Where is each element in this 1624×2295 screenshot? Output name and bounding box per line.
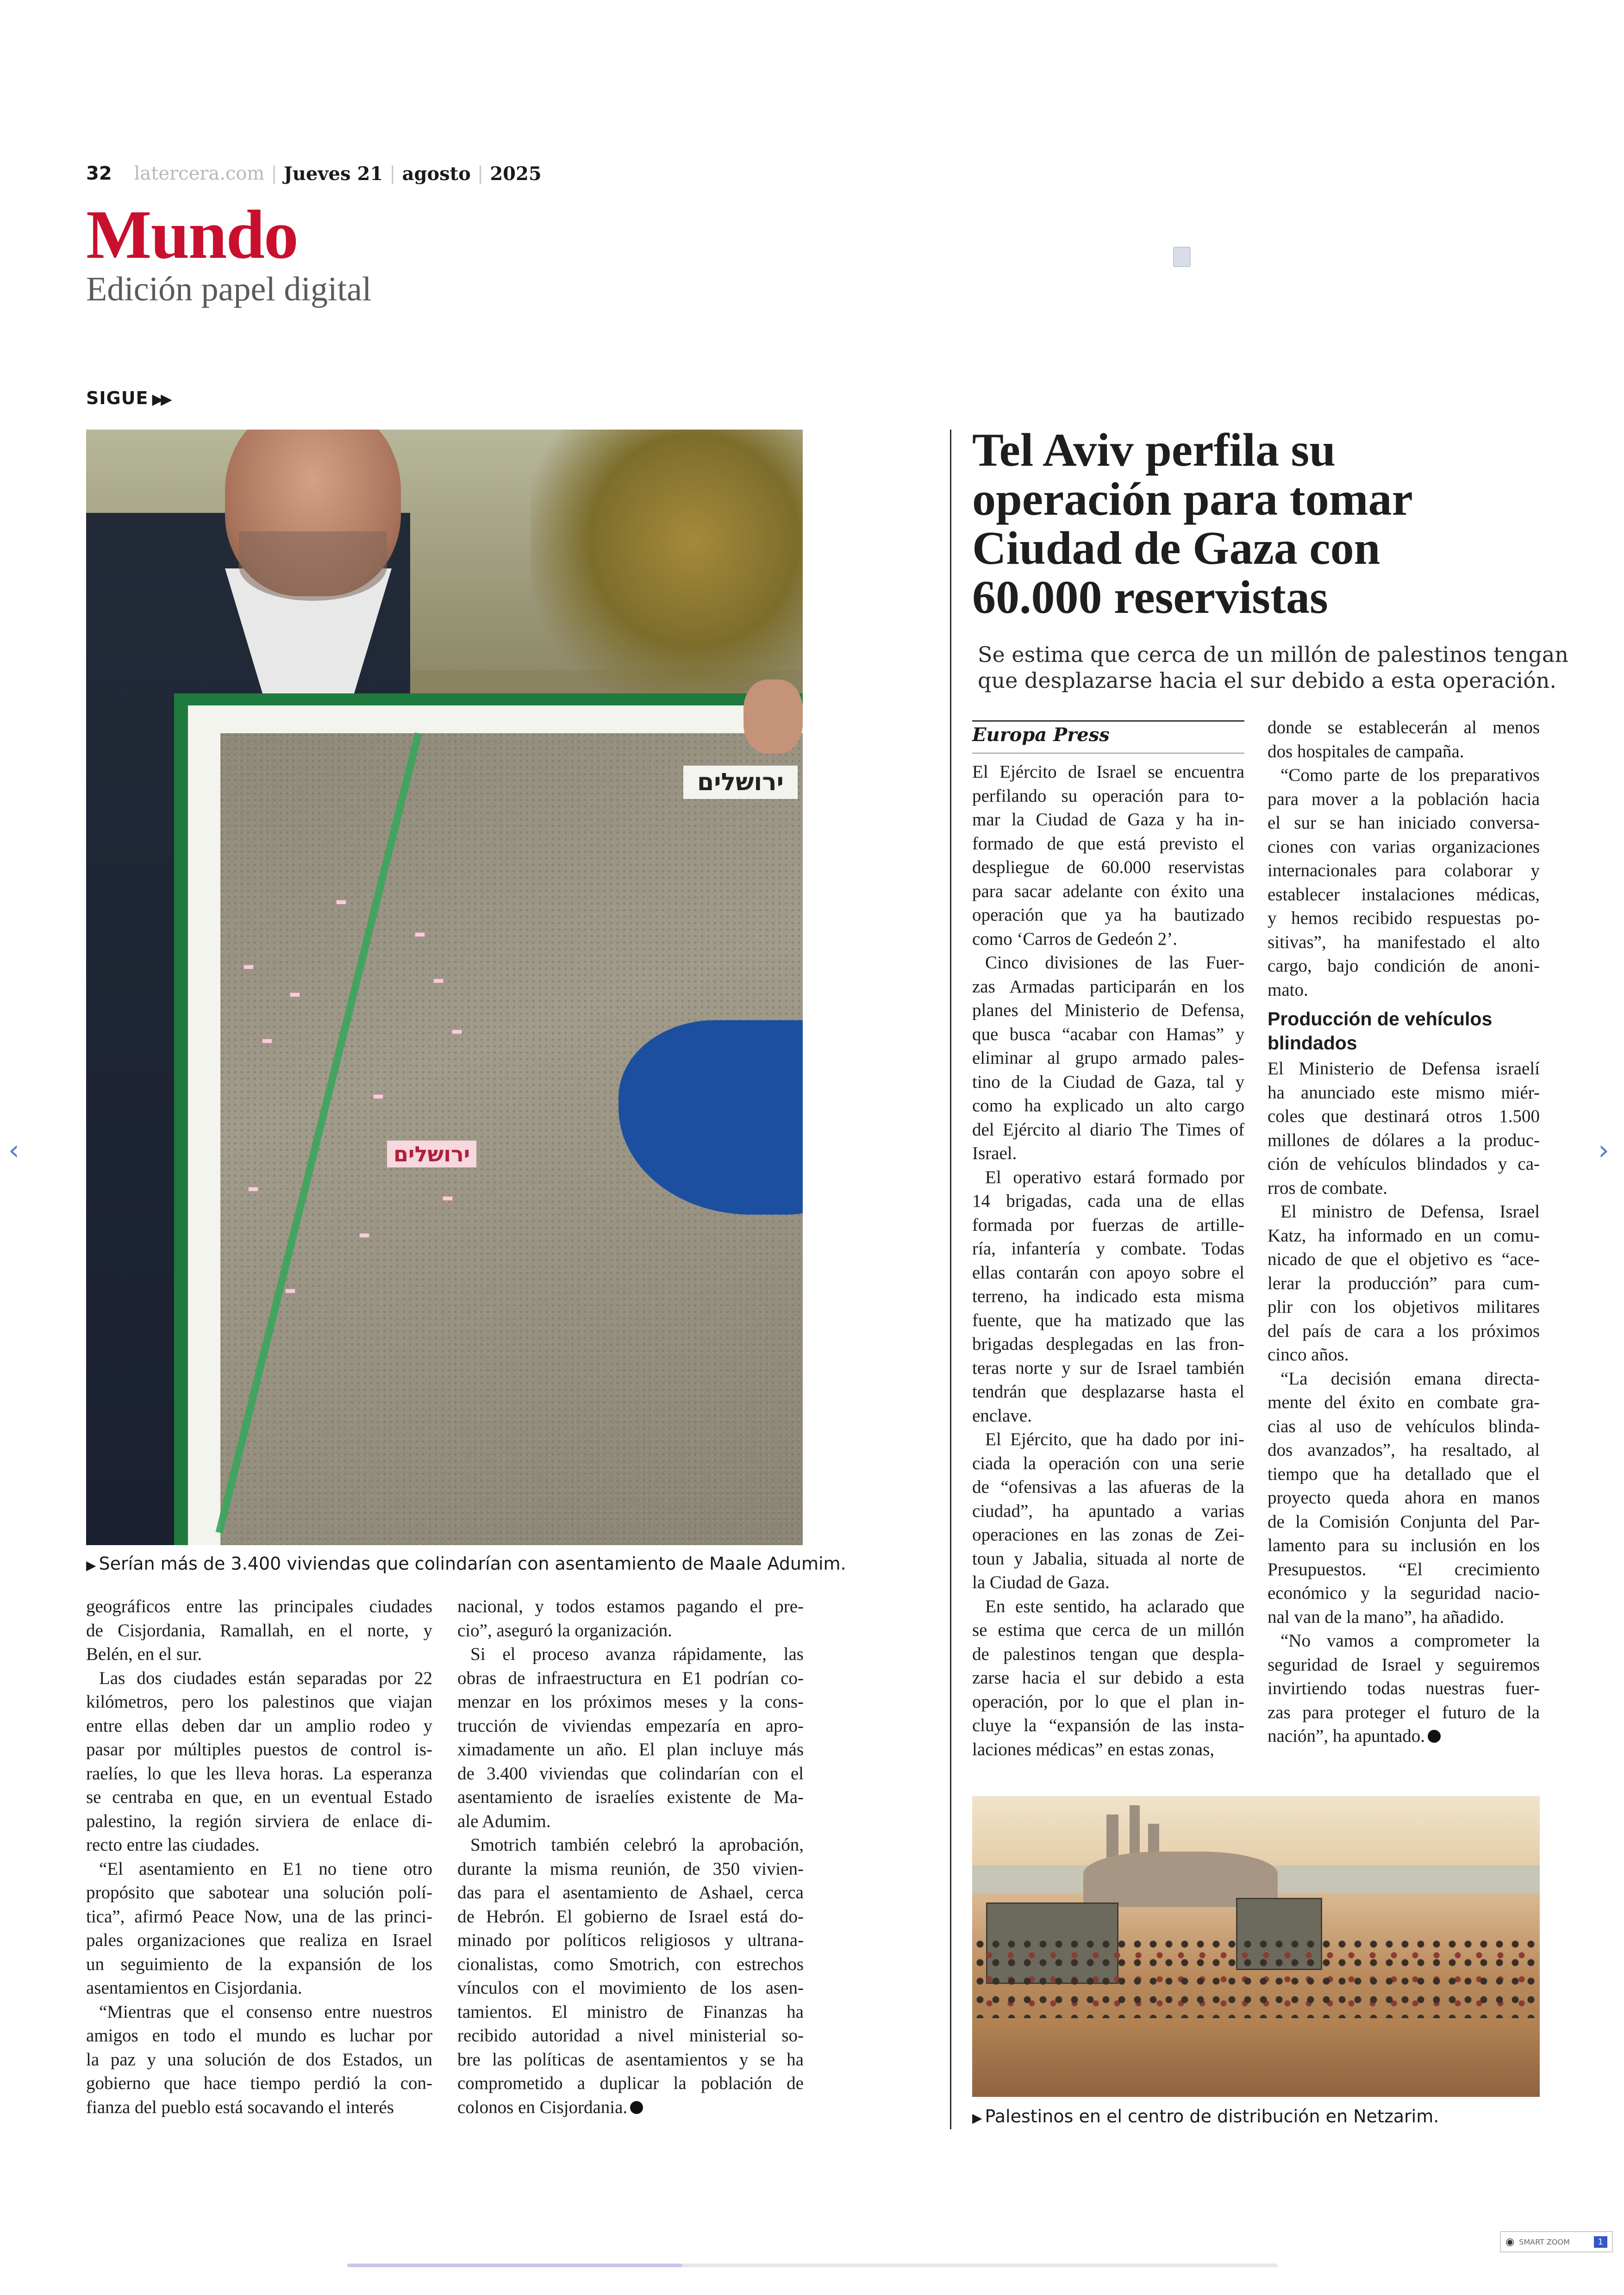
site-name: latercera.com [134, 163, 265, 184]
text-line: donde se establecerán al menos [1268, 717, 1540, 737]
text-line: ción de vehículos blindados y ca- [1268, 1154, 1540, 1174]
byline: Europa Press [972, 724, 1110, 746]
map-board [174, 693, 803, 1545]
text-line: Si el proceso avanza rápidamente, las [470, 1644, 804, 1664]
text-line: obras de infraestructura en E1 podrían co- [457, 1668, 804, 1688]
text-line: eliminar al grupo armado pales- [972, 1048, 1244, 1068]
text-line: durante la misma reunión, de 350 vivien- [457, 1858, 804, 1879]
next-page-icon[interactable]: › [1598, 1134, 1609, 1166]
text-line: tiempo que ha detallado que el [1268, 1464, 1540, 1484]
text-line: del Ejército al diario The Times of [972, 1119, 1244, 1140]
map-label-jerusalem: ירושלים [387, 1141, 476, 1167]
text-line: cluye la “expansión de las insta- [972, 1715, 1244, 1735]
text-line: menzar en los próximos meses y la cons- [457, 1692, 804, 1712]
edition-label: Edición papel digital [86, 270, 372, 308]
text-line: mar la Ciudad de Gaza y ha in- [972, 810, 1244, 829]
text-line: zarse hacia el sur debido a esta [972, 1668, 1244, 1688]
text-line: operaciones en las zonas de Zei- [972, 1525, 1244, 1545]
text-line: tamientos. El ministro de Finanzas ha [457, 2002, 804, 2022]
text-line: que busca “acabar con Hamas” y [972, 1024, 1244, 1044]
text-line: En este sentido, ha aclarado que [985, 1596, 1244, 1616]
text-line: lamento para su inclusión en los [1268, 1535, 1540, 1555]
text-line: tendrán que desplazarse hasta el [972, 1382, 1244, 1402]
text-line: formado de que está previsto el [972, 833, 1244, 854]
text-line: establecer instalaciones médicas, [1268, 884, 1540, 904]
text-line: raelíes, lo que les lleva horas. La esperanza [86, 1763, 432, 1784]
smart-zoom-label: SMART ZOOM [1519, 2237, 1570, 2246]
text-line: nal van de la mano”, ha añadido. [1268, 1607, 1505, 1627]
text-line: operación que ya ha bautizado [972, 905, 1244, 925]
text-line: formada por fuerzas de artille- [972, 1215, 1244, 1235]
text-line: se estima que cerca de un millón [972, 1620, 1244, 1640]
text-column-left-1 [86, 1595, 432, 2119]
text-line: perfilando su operación para to- [972, 786, 1244, 806]
text-line: y hemos recibido respuestas po- [1268, 908, 1540, 928]
text-line: gobierno que hace tiempo perdió la con- [86, 2073, 432, 2093]
text-line: cinco años. [1268, 1345, 1349, 1365]
text-line: 14 brigadas, cada una de ellas [972, 1191, 1244, 1211]
text-line: minado por políticos religiosos y ultrana- [457, 1930, 804, 1950]
caption-arrow-icon: ▶ [86, 1558, 96, 1573]
text-line: toun y Jabalia, situada al norte de [972, 1548, 1244, 1569]
text-line: planes del Ministerio de Defensa, [972, 1000, 1244, 1020]
text-line: Las dos ciudades están separadas por 22 [99, 1668, 432, 1688]
text-line: el sur se han iniciado conversa- [1268, 813, 1540, 833]
text-line: rros de combate. [1268, 1178, 1387, 1198]
text-line: nacional, y todos estamos pagando el pre- [457, 1597, 804, 1616]
text-line: de 3.400 viviendas que colindarían con el [457, 1763, 804, 1784]
text-column-right-1 [972, 760, 1244, 1761]
text-line: la paz y una solución de dos Estados, un [86, 2049, 432, 2070]
text-line: ciudad”, ha apuntado a varias [972, 1501, 1244, 1521]
text-line: asentamientos en Cisjordania. [86, 1978, 302, 1998]
text-line: económico y la seguridad nacio- [1268, 1583, 1540, 1603]
text-line: Presupuestos. “El crecimiento [1268, 1559, 1540, 1579]
end-mark-icon [1428, 1730, 1441, 1743]
text-line: laciones médicas” en estas zonas, [972, 1739, 1215, 1759]
text-line: mente del éxito en combate gra- [1268, 1392, 1540, 1412]
text-line: kilómetros, pero los palestinos que viajan [86, 1692, 432, 1712]
text-line: El Ejército de Israel se encuentra [972, 762, 1244, 782]
text-line: cionalistas, como Smotrich, con estrechos [457, 1954, 804, 1974]
smart-zoom-button[interactable] [1500, 2231, 1613, 2252]
text-line: de Hebrón. El gobierno de Israel está do- [457, 1906, 804, 1927]
text-line: del país de cara a los próximos [1268, 1321, 1540, 1341]
text-line: “La decisión emana directa- [1280, 1368, 1540, 1389]
text-line: operación, por lo que el plan in- [972, 1691, 1244, 1712]
text-line: fianza del pueblo está socavando el interés [86, 2097, 394, 2117]
text-line: El ministro de Defensa, Israel [1280, 1202, 1540, 1222]
double-arrow-icon: ▶▶ [152, 390, 169, 408]
text-line: ha anunciado este mismo miér- [1268, 1082, 1540, 1103]
photo-caption-2: ▶ Palestinos en el centro de distribución en Netzarim. [972, 2106, 1439, 2127]
text-line: fuente, que ha matizado que las [972, 1310, 1244, 1330]
text-line: como ha explicado un alto cargo [972, 1096, 1244, 1116]
photo-map-presentation [86, 430, 803, 1545]
text-line: asentamiento de israelíes existente de Ma- [457, 1787, 804, 1807]
article-deck: Se estima que cerca de un millón de palestinos tengan que desplazarse hacia el sur debido a esta operación. [978, 642, 1568, 693]
text-line: Israel. [972, 1143, 1017, 1163]
text-line: “No vamos a comprometer la [1280, 1631, 1540, 1651]
text-line: palestino, la región sirviera de enlace di- [86, 1811, 432, 1831]
text-line: de “ofensivas a las afueras de la [972, 1477, 1244, 1497]
text-line: entre ellas deben dar un amplio rodeo y [86, 1715, 432, 1736]
text-line: cargo, bajo condición de anoni- [1268, 956, 1540, 976]
text-line: amigos en todo el mundo es luchar por [86, 2026, 432, 2046]
eye-icon: ◉ [1505, 2236, 1515, 2248]
page-number: 32 [86, 163, 112, 184]
text-line: para mover a la población hacia [1268, 789, 1540, 809]
column-divider [950, 430, 951, 2129]
section-title: Mundo [86, 196, 298, 273]
text-line: bre las políticas de asentamientos y se ha [457, 2049, 804, 2070]
date-month: agosto [402, 162, 471, 185]
text-line: “Como parte de los preparativos [1280, 765, 1540, 785]
text-line: millones de dólares a la produc- [1268, 1130, 1540, 1150]
text-line: El Ejército, que ha dado por ini- [985, 1429, 1244, 1449]
text-line: “Mientras que el consenso entre nuestros [99, 2002, 432, 2022]
text-line: Cinco divisiones de las Fuer- [985, 953, 1244, 973]
text-line: “El asentamiento en E1 no tiene otro [99, 1858, 432, 1879]
text-line: lerar la producción” para cum- [1268, 1273, 1540, 1293]
text-line: invirtiendo todas nuestras fuer- [1268, 1678, 1540, 1698]
subheading: Producción de vehículos blindados [1268, 1008, 1493, 1054]
text-line: recto entre las ciudades. [86, 1835, 260, 1855]
photo-caption: ▶ Serían más de 3.400 viviendas que colindarían con asentamiento de Maale Adumim. [86, 1553, 846, 1574]
text-line: brigadas desplegadas en las fron- [972, 1334, 1244, 1354]
text-line: zas para proteger el futuro de la [1268, 1702, 1540, 1722]
text-line: cio”, aseguró la organización. [457, 1620, 672, 1640]
text-line: ale Adumim. [457, 1811, 551, 1831]
text-line: para sacar adelante con éxito una [972, 881, 1244, 901]
text-line: tino de la Ciudad de Gaza, tal y [972, 1072, 1244, 1092]
text-line: propósito que sabotear una solución polí- [86, 1883, 432, 1902]
article-headline: Tel Aviv perfila su operación para tomar Ciudad de Gaza con 60.000 reservistas [972, 424, 1413, 624]
reading-progress-fill [347, 2264, 682, 2267]
text-line: recibido autoridad a nivel ministerial so- [457, 2026, 804, 2046]
text-line: despliegue de 60.000 reservistas [972, 857, 1244, 877]
text-line: pales organizaciones que realiza en Israel [86, 1930, 432, 1950]
text-line: enclave. [972, 1405, 1032, 1426]
text-line: tica”, afirmó Peace Now, una de las princi- [86, 1906, 432, 1927]
text-line: ellas contarán con apoyo sobre el [972, 1262, 1244, 1283]
continue-label: SIGUE ▶▶ [86, 388, 169, 408]
text-line: dos hospitales de campaña. [1268, 741, 1464, 761]
text-line: de Cisjordania, Ramallah, en el norte, y [86, 1620, 432, 1640]
date-year: 2025 [490, 162, 542, 185]
text-line: plir con los objetivos militares [1268, 1297, 1540, 1317]
text-line: das para el asentamiento de Ashael, cerca [457, 1883, 804, 1902]
text-line: zas Armadas participarán en los [972, 976, 1244, 997]
text-line: vínculos con el movimiento de los asen- [457, 1978, 804, 1998]
text-line: colonos en Cisjordania. [457, 2095, 804, 2120]
text-line: trucción de viviendas empezaría en apro- [457, 1715, 804, 1736]
page-header: 32 latercera.com | Jueves 21 | agosto | 2025 [86, 162, 542, 185]
text-line: de palestinos tengan que despla- [972, 1644, 1244, 1664]
reading-progress-bar[interactable] [347, 2264, 1278, 2267]
text-line: sitivas”, ha manifestado el alto [1268, 932, 1540, 952]
page-indicator: 1 [1594, 2236, 1607, 2248]
text-line: ciada la operación con una serie [972, 1453, 1244, 1473]
end-mark-icon [630, 2101, 643, 2114]
text-line: proyecto queda ahora en manos [1268, 1488, 1540, 1508]
prev-page-icon[interactable]: ‹ [8, 1134, 19, 1166]
text-line: internacionales para colaborar y [1268, 861, 1540, 880]
photo-distribution-center [972, 1796, 1540, 2097]
text-column-right-2 [1268, 716, 1540, 1748]
text-line: Smotrich también celebró la aprobación, [470, 1835, 804, 1855]
caption-arrow-icon: ▶ [972, 2110, 982, 2126]
text-line: un seguimiento de la expansión de los [86, 1954, 432, 1974]
text-line: comprometido a duplicar la población de [457, 2073, 804, 2093]
map-corner-title: ירושלים [683, 766, 798, 799]
text-line: nación”, ha apuntado. [1268, 1724, 1540, 1748]
text-line: de la Comisión Conjunta del Par- [1268, 1511, 1540, 1532]
text-line: ría, infantería y combate. Todas [972, 1239, 1244, 1259]
text-line: ciones con varias organizaciones [1268, 836, 1540, 857]
text-line: teras norte y sur de Israel también [972, 1358, 1244, 1378]
text-line: mato. [1268, 979, 1308, 1000]
text-line: cias al uso de vehículos blinda- [1268, 1416, 1540, 1436]
text-line: dos avanzados”, ha resaltado, al [1268, 1440, 1540, 1460]
text-line: geográficos entre las principales ciudades [86, 1597, 432, 1616]
text-line: terreno, ha indicado esta misma [972, 1286, 1244, 1306]
text-line: pasar por múltiples puestos de control is- [86, 1740, 432, 1759]
satellite-map [220, 733, 803, 1545]
text-line: El operativo estará formado por [985, 1167, 1244, 1187]
page-thumbnail-icon[interactable] [1173, 247, 1191, 267]
text-line: seguridad de Israel y seguiremos [1268, 1654, 1540, 1675]
text-line: El Ministerio de Defensa israelí [1268, 1059, 1540, 1079]
text-line: ximadamente un año. El plan incluye más [457, 1740, 804, 1759]
text-column-left-2 [457, 1595, 804, 2119]
text-line: Belén, en el sur. [86, 1644, 202, 1664]
text-line: se centraba en que, en un eventual Estado [86, 1787, 432, 1807]
text-line: coles que destinará otros 1.500 [1268, 1106, 1540, 1126]
text-line: nicado de que el objetivo es “ace- [1268, 1249, 1540, 1269]
text-line: Katz, ha informado en un comu- [1268, 1225, 1540, 1246]
text-line: como ‘Carros de Gedeón 2’. [972, 929, 1177, 949]
crowd [972, 1935, 1540, 2027]
text-line: la Ciudad de Gaza. [972, 1572, 1110, 1592]
date-day: Jueves 21 [283, 162, 383, 185]
